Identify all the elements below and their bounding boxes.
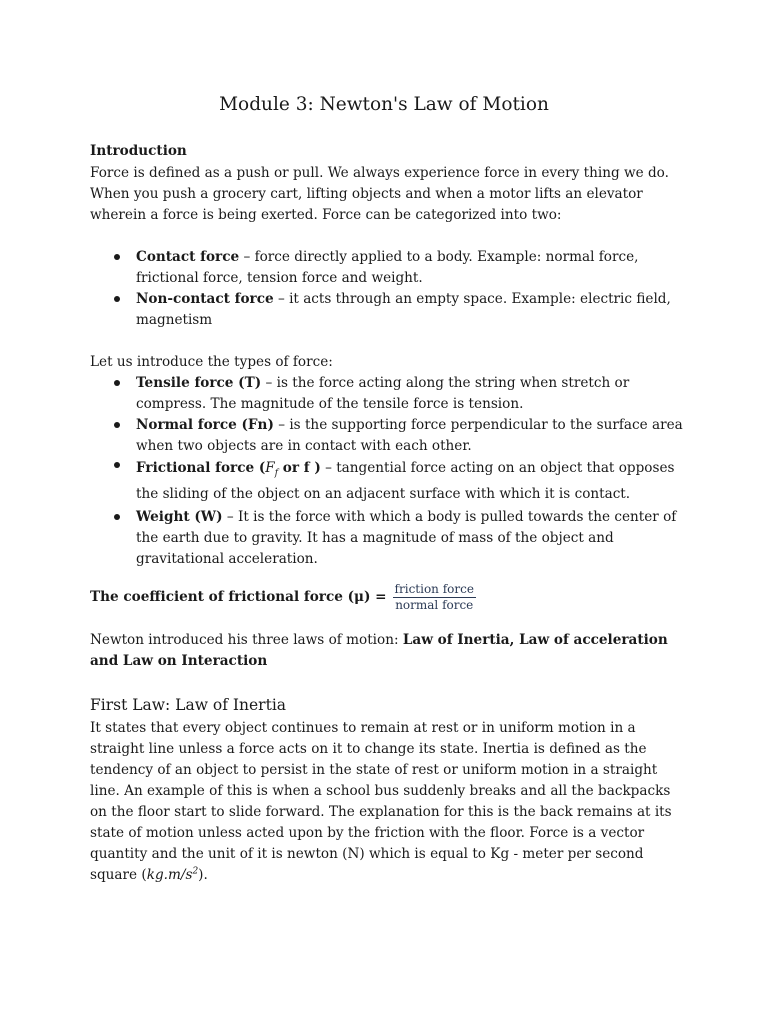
list-item: [90, 247, 690, 289]
term: Normal force (Fn): [136, 417, 274, 433]
list-item: [90, 373, 690, 415]
page-title: Module 3: Newton's Law of Motion: [219, 94, 549, 115]
types-intro: Let us introduce the types of force:: [90, 354, 333, 370]
term: Weight (W): [136, 509, 223, 525]
list-item: [90, 415, 690, 457]
unit-expression: $kg.m/s^2$: [146, 866, 199, 883]
definition: – is the supporting force perpendicular to the surface area when two objects are in contact with each other.: [136, 417, 683, 454]
fraction-denominator: normal force: [395, 597, 474, 612]
fraction: [393, 582, 476, 613]
laws-intro-paragraph: Newton introduced his three laws of motion: Law of Inertia, Law of acceleration and Law on Interaction: [90, 632, 668, 669]
formula-label: The coefficient of frictional force (μ) =: [90, 588, 387, 605]
intro-paragraph: Force is defined as a push or pull. We always experience force in every thing we do. When you push a grocery cart, lifting objects and when a motor lifts an elevator wherein a force is being exerted. Force can be categorized into two:: [90, 165, 669, 223]
definition: – it acts through an empty space. Example: electric field, magnetism: [136, 291, 671, 328]
friction-coefficient-formula: [90, 577, 476, 617]
definition: – is the force acting along the string when stretch or compress. The magnitude of the tensile force is tension.: [136, 375, 630, 412]
definition: – force directly applied to a body. Example: normal force, frictional force, tension force and weight.: [136, 249, 639, 286]
section-heading-first-law: First Law: Law of Inertia: [90, 696, 287, 714]
force-categories-list: [90, 247, 690, 331]
laws-list: Law of Inertia, Law of acceleration and Law on Interaction: [90, 632, 668, 669]
list-item: [90, 507, 690, 570]
force-types-list: [90, 373, 690, 570]
definition: – It is the force with which a body is pulled towards the center of the earth due to gravity. It has a magnitude of mass of the object and gravitational acceleration.: [136, 509, 677, 567]
term: Non-contact force: [136, 291, 274, 307]
term: Frictional force (: [136, 460, 266, 476]
term: Tensile force (T): [136, 375, 262, 391]
term: Contact force: [136, 249, 240, 265]
fraction-numerator: friction force: [394, 581, 474, 596]
first-law-paragraph: It states that every object continues to remain at rest or in uniform motion in a straight line unless a force acts on it to change its state. Inertia is defined as the tendency of an object to persist in the state of rest or uniform motion in a straight line. An example of this is when a school bus suddenly breaks and all the backpacks on the floor start to slide forward. The explanation for this is the back remains at its state of motion unless acted upon by the friction with the floor. Force is a vector quantity and the unit of it is newton (N) which is equal to Kg - meter per second square $(kg.m/s^2)$.: [90, 720, 672, 883]
section-heading-introduction: Introduction: [90, 143, 187, 159]
definition: – tangential force acting on an object that opposes the sliding of the object on an adjacent surface with which it is contact.: [136, 460, 675, 502]
list-item: Frictional force ($F_f$ or f ) – tangential force acting on an object that opposes the sliding of the object on an adjacent surface with which it is contact.: [90, 455, 690, 507]
friction-symbol: $F_f$: [265, 460, 279, 479]
list-item: [90, 289, 690, 331]
